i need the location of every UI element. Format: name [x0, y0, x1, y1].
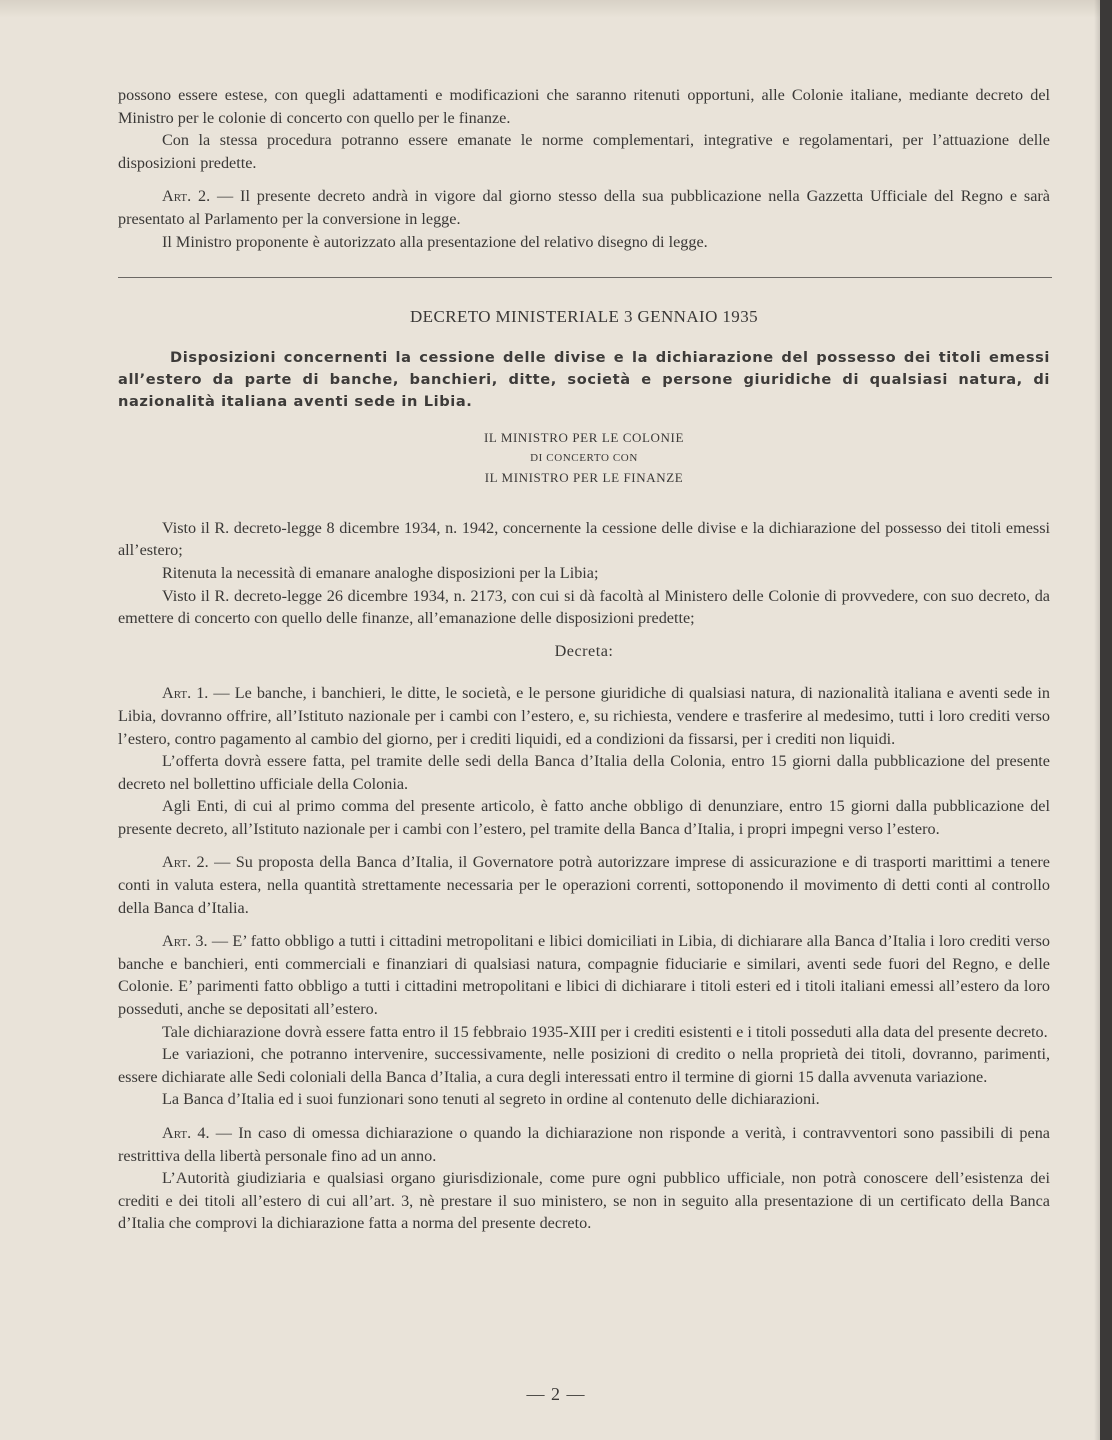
previous-decree-article-2 [118, 185, 1050, 230]
article-3 [118, 930, 1050, 1020]
article-text: — E’ fatto obbligo a tutti i cittadini metropolitani e libici domiciliati in Libia, di dichiarare alla Banca d’Italia i loro crediti verso banche e banchieri, enti commerciali e finanziari di qualsiasi natura, compagnie fiduciarie e similari, aventi sede fuori del Regno, e delle Colonie. E’ parimenti fatto obbligo a tutti i cittadini metropolitani e libici di dichiarare i titoli esteri ed i titoli italiani emessi all’estero da loro posseduti, anche se depositati all’estero. [118, 932, 1050, 1019]
article-label: Art. 3. [162, 932, 208, 951]
minister-line-1: IL MINISTRO PER LE COLONIE [484, 429, 684, 445]
article-2 [118, 851, 1050, 919]
visto-paragraph-1: Visto il R. decreto-legge 8 dicembre 1934, n. 1942, concernente la cessione delle divise e la dichiarazione del possesso dei titoli emessi all’estero; [118, 518, 1050, 560]
article-label: Art. 1. [162, 684, 209, 703]
article-4 [118, 1122, 1050, 1167]
minister-heading [118, 427, 1050, 489]
article-4-paragraph-2: L’Autorità giudiziaria e qualsiasi organo giurisdizionale, come pure ogni pubblico ufficiale, non potrà conoscere dell’esistenza dei crediti e dei titoli all’estero di cui all’art. 3, nè prestare il suo ministero, se non in seguito alla presentazione di un certificato della Banca d’Italia che comprovi la dichiarazione fatta a norma del presente decreto. [118, 1169, 1050, 1233]
article-1-paragraph-3: Agli Enti, di cui al primo comma del presente articolo, è fatto anche obbligo di denunziare, entro 15 giorni dalla pubblicazione del presente decreto, all’Istituto nazionale per i cambi con l’estero, pel tramite della Banca d’Italia, i propri impegni verso l’estero. [118, 797, 1050, 838]
article-3-paragraph-4: La Banca d’Italia ed i suoi funzionari sono tenuti al segreto in ordine al contenuto delle dichiarazioni. [162, 1090, 820, 1109]
article-text: — Il presente decreto andrà in vigore dal giorno stesso della sua pubblicazione nella Gazzetta Ufficiale del Regno e sarà presentato al Parlamento per la conversione in legge. [118, 187, 1050, 228]
previous-decree-paragraph-2: Con la stessa procedura potranno essere emanate le norme complementari, integrative e regolamentari, per l’attuazione delle disposizioni predette. [118, 131, 1050, 172]
article-label: Art. 2. [162, 853, 209, 872]
page-right-edge [1100, 0, 1112, 1440]
article-text: — Su proposta della Banca d’Italia, il Governatore potrà autorizzare imprese di assicurazione e di trasporti marittimi a tenere conti in valuta estera, nella quantità strettamente necessaria per le operazioni correnti, sottoponendo il movimento di detti conti al controllo della Banca d’Italia. [118, 853, 1050, 917]
article-text: — Le banche, i banchieri, le ditte, le società, e le persone giuridiche di qualsiasi natura, di nazionalità italiana e aventi sede in Libia, dovranno offrire, all’Istituto nazionale per i cambi con l’estero, e, su richiesta, vendere e trasferire al medesimo, tutti i loro crediti verso l’estero, contro pagamento al cambio del giorno, per i crediti liquidi, ed a condizioni da fissarsi, per i crediti non liquidi. [118, 684, 1050, 748]
decreta-heading: Decreta: [554, 641, 614, 660]
article-1 [118, 682, 1050, 750]
article-3-paragraph-2: Tale dichiarazione dovrà essere fatta entro il 15 febbraio 1935-XIII per i crediti esistenti e i titoli posseduti alla data del presente decreto. [162, 1022, 1048, 1041]
decree-title: DECRETO MINISTERIALE 3 GENNAIO 1935 [410, 307, 758, 327]
previous-decree-paragraph: possono essere estese, con quegli adattamenti e modificazioni che saranno ritenuti opportuni, alle Colonie italiane, mediante decreto del Ministro per le colonie di concerto con quello per le finanze. [118, 86, 1050, 127]
document-body [118, 84, 1050, 1235]
article-3-paragraph-3: Le variazioni, che potranno intervenire, successivamente, nelle posizioni di credito o nella proprietà dei titoli, dovranno, parimenti, essere dichiarate alle Sedi coloniali della Banca d’Italia, a cura degli interessati entro il termine di giorni 15 dalla avvenuta variazione. [118, 1045, 1050, 1086]
minister-line-3: IL MINISTRO PER LE FINANZE [484, 469, 684, 485]
visto-paragraph-2: Visto il R. decreto-legge 26 dicembre 1934, n. 2173, con cui si dà facoltà al Ministero delle Colonie di provvedere, con suo decreto, da emettere di concerto con quello delle finanze, all’emanazione delle disposizioni predette; [118, 586, 1050, 628]
article-text: — In caso di omessa dichiarazione o quando la dichiarazione non risponde a verità, i contravventori sono passibili di pena restrittiva della libertà personale fino ad un anno. [118, 1124, 1050, 1165]
previous-decree-closing: Il Ministro proponente è autorizzato alla presentazione del relativo disegno di legge. [162, 232, 708, 251]
article-label: Art. 2. [162, 187, 211, 206]
ritenuta-paragraph: Ritenuta la necessità di emanare analoghe disposizioni per la Libia; [162, 563, 599, 582]
article-label: Art. 4. [162, 1124, 210, 1142]
decree-subject: Disposizioni concernenti la cessione delle divise e la dichiarazione del possesso dei titoli emessi all’estero da parte di banche, banchieri, ditte, società e persone giuridiche di qualsiasi natura, di nazionalità italiana aventi sede in Libia. [118, 348, 1050, 410]
minister-line-2: DI CONCERTO CON [530, 451, 638, 464]
page-number: — 2 — [526, 1384, 586, 1404]
section-divider [118, 277, 1052, 278]
page-top-edge [0, 0, 1112, 18]
article-1-paragraph-2: L’offerta dovrà essere fatta, pel tramite delle sedi della Banca d’Italia della Colonia, entro 15 giorni dalla pubblicazione del presente decreto nel bollettino ufficiale della Colonia. [118, 752, 1050, 793]
